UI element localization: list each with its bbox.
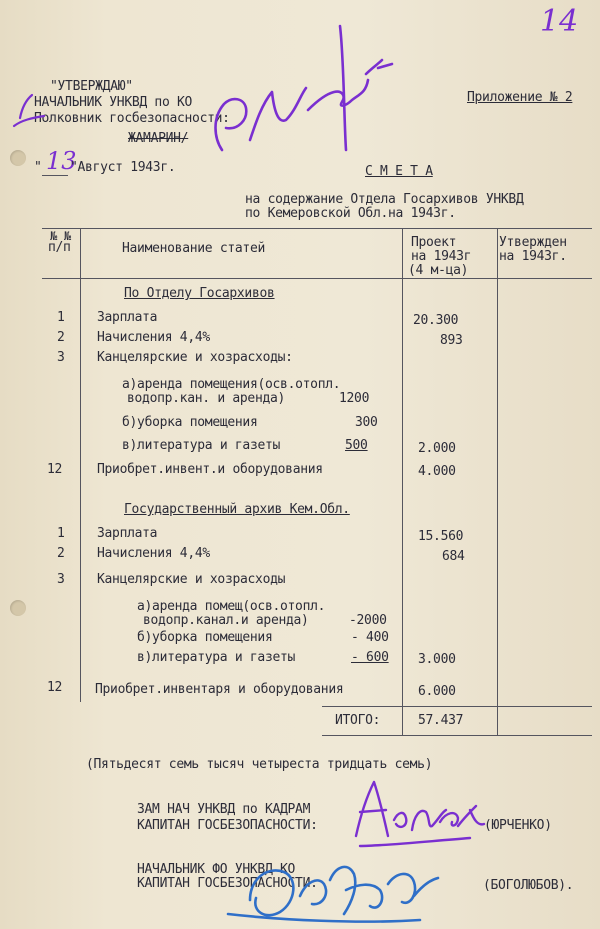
row-number: 3 [57,350,65,365]
approval-date-quote: " [34,160,42,175]
header-item-name: Наименование статей [122,241,266,256]
total-label: ИТОГО: [335,713,381,728]
row-name: Начисления 4,4% [97,330,210,345]
signatory-2-rank: КАПИТАН ГОСБЕЗОПАСНОСТИ: [137,876,318,891]
header-approved-1: Утвержден [499,235,567,250]
approval-name: ЖАМАРИН/ [128,131,189,146]
approval-date-day: 13 [46,147,77,175]
header-number-2: п/п [48,240,71,255]
row-number: 2 [57,330,65,345]
subitem-amount: 300 [355,415,378,430]
subitem-name: а)аренда помещения(осв.отопл. [122,377,341,392]
signatory-1-position: ЗАМ НАЧ УНКВД по КАДРАМ [137,802,311,817]
row-name: Зарплата [97,310,158,325]
row-number: 12 [47,680,63,695]
total-value: 57.437 [418,713,464,728]
approval-mark: "УТВЕРЖДАЮ" [50,79,133,94]
subitem-amount: 1200 [339,391,370,406]
subitem-name: в)литература и газеты [122,438,281,453]
row-value: 684 [442,549,465,564]
appendix-label: Приложение № 2 [467,90,573,105]
signatory-2-position: НАЧАЛЬНИК ФО УНКВД КО [137,862,296,877]
row-name: Начисления 4,4% [97,546,210,561]
row-name: Канцелярские и хозрасходы [97,572,286,587]
subitem-name: б)уборка помещения [122,415,258,430]
subitem-amount: - 600 [351,650,389,665]
document-title: С М Е Т А [365,164,433,179]
subitem-amount: -2000 [349,613,387,628]
archive-page-number: 14 [540,4,579,39]
subitem-amount: - 400 [351,630,389,645]
approval-rank: Полковник госбезопасности: [34,111,230,126]
subitem-amount: 500 [345,438,368,453]
signatory-2-name: (БОГОЛЮБОВ). [483,878,574,893]
row-number: 12 [47,462,63,477]
signatory-1-rank: КАПИТАН ГОСБЕЗОПАСНОСТИ: [137,818,318,833]
row-value: 15.560 [418,529,464,544]
document-subtitle-2: по Кемеровской Обл.на 1943г. [245,206,456,221]
row-value: 4.000 [418,464,456,479]
row-value: 20.300 [413,313,459,328]
subitem-name: водопр.канал.и аренда) [143,613,309,628]
total-in-words: (Пятьдесят семь тысяч четыреста тридцать семь) [86,757,433,772]
document-subtitle-1: на содержание Отдела Госархивов УНКВД [245,192,524,207]
row-name: Канцелярские и хозрасходы: [97,350,293,365]
row-number: 2 [57,546,65,561]
header-project-2: на 1943г [411,249,472,264]
row-number: 1 [57,526,65,541]
header-project-1: Проект [411,235,457,250]
row-name: Приобрет.инвентаря и оборудования [95,682,344,697]
subitem-name: водопр.кан. и аренда) [127,391,286,406]
row-number: 3 [57,572,65,587]
row-value: 6.000 [418,684,456,699]
header-project-3: (4 м-ца) [408,263,469,278]
row-value: 3.000 [418,652,456,667]
subitem-name: а)аренда помещ(осв.отопл. [137,599,326,614]
row-number: 1 [57,310,65,325]
subitem-name: в)литература и газеты [137,650,296,665]
subitem-name: б)уборка помещения [137,630,273,645]
section-title: Государственный архив Кем.Обл. [124,502,350,517]
header-approved-2: на 1943г. [499,249,567,264]
approval-date-rest: "Август 1943г. [70,160,176,175]
row-value: 2.000 [418,441,456,456]
signatory-1-name: (ЮРЧЕНКО) [484,818,552,833]
row-value: 893 [440,333,463,348]
row-name: Зарплата [97,526,158,541]
section-title: По Отделу Госархивов [124,286,275,301]
row-name: Приобрет.инвент.и оборудования [97,462,323,477]
header-number-1: № № [50,229,71,243]
approval-position: НАЧАЛЬНИК УНКВД по КО [34,95,193,110]
